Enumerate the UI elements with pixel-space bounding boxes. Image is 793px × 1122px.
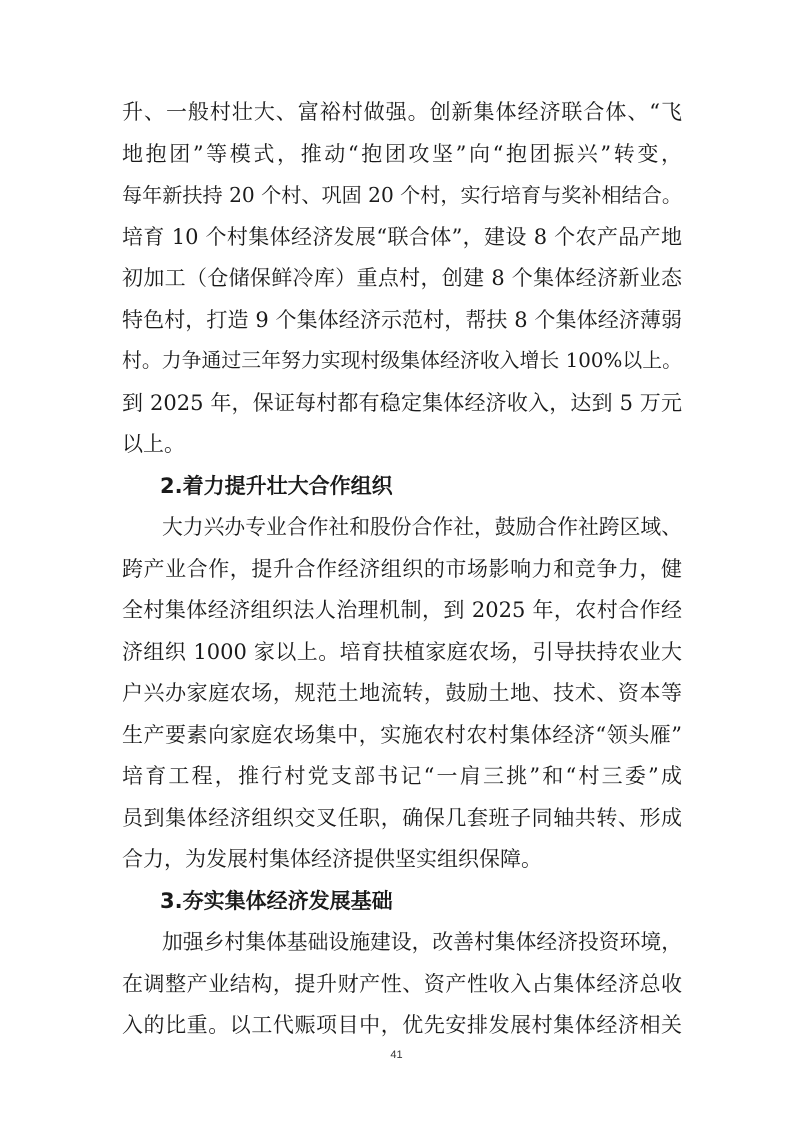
paragraph-2-line: 全村集体经济组织法人治理机制，到 2025 年，农村合作经: [122, 598, 682, 622]
paragraph-3-line: 入的比重。以工代赈项目中，优先安排发展村集体经济相关: [122, 1013, 682, 1037]
paragraph-2-line: 生产要素向家庭农场集中，实施农村农村集体经济“领头雁”: [122, 722, 682, 747]
paragraph-1-line: 特色村，打造 9 个集体经济示范村，帮扶 8 个集体经济薄弱: [122, 307, 682, 332]
paragraph-2-line: 户兴办家庭农场，规范土地流转，鼓励土地、技术、资本等: [122, 681, 682, 705]
paragraph-2-line: 合力，为发展村集体经济提供坚实组织保障。: [122, 847, 542, 871]
page-number: 41: [390, 1048, 403, 1061]
paragraph-2-line: 济组织 1000 家以上。培育扶植家庭农场，引导扶持农业大: [122, 639, 682, 664]
paragraph-1-line: 以上。: [122, 432, 185, 456]
paragraph-1-line: 每年新扶持 20 个村、巩固 20 个村，实行培育与奖补相结合。: [122, 183, 682, 207]
paragraph-3-line: 加强乡村集体基础设施建设，改善村集体经济投资环境，: [162, 930, 682, 954]
section-heading-3: 3.夯实集体经济发展基础: [160, 888, 393, 913]
paragraph-1-line: 地抱团”等模式，推动“抱团攻坚”向“抱团振兴”转变，: [122, 141, 682, 166]
paragraph-2-line: 跨产业合作，提升合作经济组织的市场影响力和竞争力，健: [122, 556, 682, 581]
paragraph-1-line: 升、一般村壮大、富裕村做强。创新集体经济联合体、“飞: [122, 100, 682, 124]
section-heading-2: 2.着力提升壮大合作组织: [160, 473, 393, 498]
paragraph-2-line: 员到集体经济组织交叉任职，确保几套班子同轴共转、形成: [122, 805, 682, 830]
paragraph-1-line: 到 2025 年，保证每村都有稳定集体经济收入，达到 5 万元: [122, 390, 682, 415]
paragraph-2-line: 大力兴办专业合作社和股份合作社，鼓励合作社跨区域、: [162, 515, 682, 539]
paragraph-3-line: 在调整产业结构，提升财产性、资产性收入占集体经济总收: [122, 971, 682, 996]
paragraph-1-line: 初加工（仓储保鲜冷库）重点村，创建 8 个集体经济新业态: [122, 266, 682, 290]
paragraph-1-line: 村。力争通过三年努力实现村级集体经济收入增长 100%以上。: [122, 349, 682, 372]
paragraph-1-line: 培育 10 个村集体经济发展“联合体”，建设 8 个农产品产地: [122, 224, 682, 249]
paragraph-2-line: 培育工程，推行村党支部书记“一肩三挑”和“村三委”成: [122, 764, 682, 788]
